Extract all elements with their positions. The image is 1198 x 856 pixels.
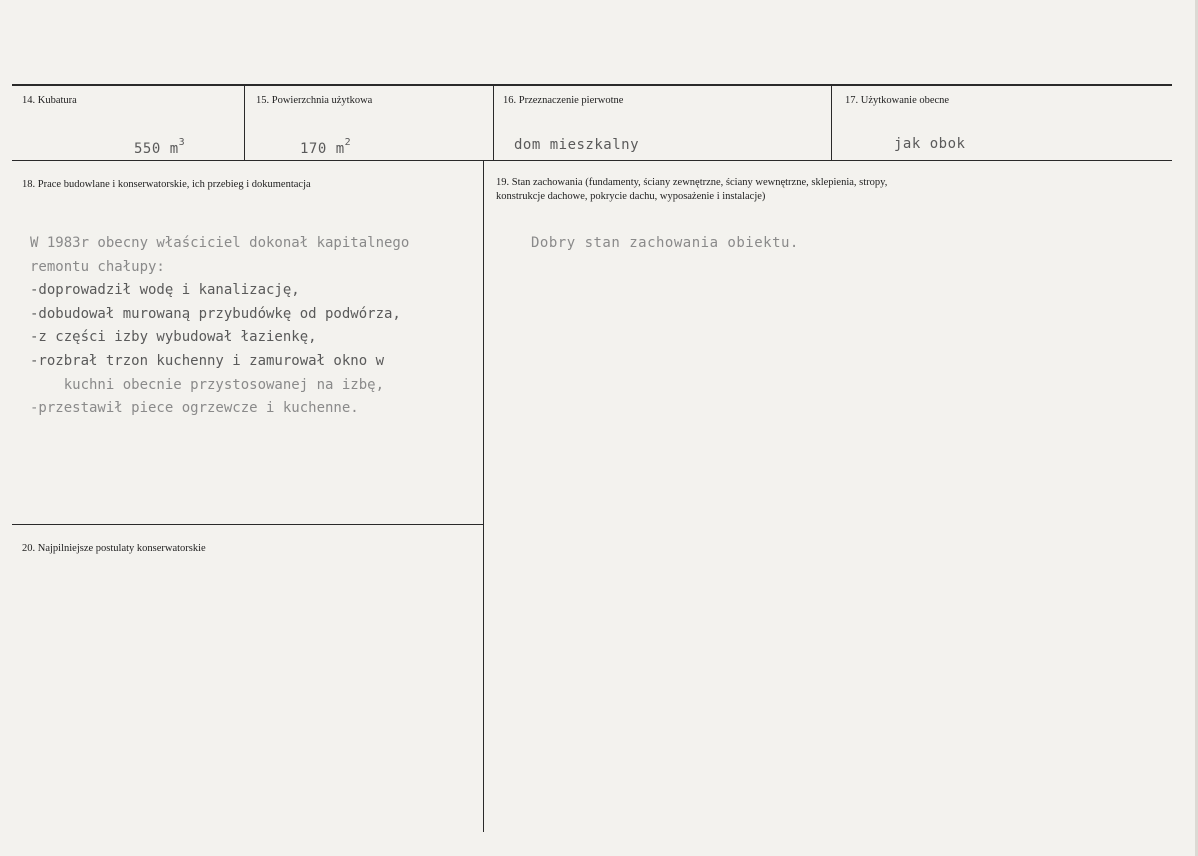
field-14-number: 550 m [134,141,179,157]
field-15-number: 170 m [300,141,345,157]
field-18-label: 18. Prace budowlane i konserwatorskie, ich przebieg i dokumentacja [22,179,311,190]
field-17-value: jak obok [894,136,966,152]
field-19-label-line1: 19. Stan zachowania (fundamenty, ściany zewnętrzne, ściany wewnętrzne, sklepienia, stropy, [496,177,888,188]
field-18-line: -rozbrał trzon kuchenny i zamurował okno w [30,352,385,369]
top-rule [12,84,1172,86]
field-15-unit-exponent: 2 [344,137,352,148]
divider-18-20 [12,524,483,525]
field-18-line: remontu chałupy: [30,258,165,275]
field-18-line: kuchni obecnie przystosowanej na izbę, [30,376,385,393]
divider-15-16 [493,85,494,160]
field-19-value: Dobry stan zachowania obiektu. [531,235,799,251]
field-15-value [300,137,351,157]
field-16-label: 16. Przeznaczenie pierwotne [503,95,624,106]
field-18-line: -dobudował murowaną przybudówkę od podwórza, [30,305,401,322]
field-18-line: -z części izby wybudował łazienkę, [30,329,317,346]
field-17-label: 17. Użytkowanie obecne [845,95,950,106]
field-20-label: 20. Najpilniejsze postulaty konserwatorskie [22,543,206,554]
field-15-label: 15. Powierzchnia użytkowa [256,95,373,106]
field-18-line: -przestawił piece ogrzewcze i kuchenne. [30,400,359,417]
field-16-value: dom mieszkalny [514,137,640,153]
field-18-line: W 1983r obecny właściciel dokonał kapitalnego [30,235,410,251]
field-18-notes [30,232,485,421]
field-14-unit-exponent: 3 [178,137,186,148]
divider-14-15 [244,85,245,160]
row1-bottom-rule [12,160,1172,161]
field-14-value [134,137,185,157]
field-14-label: 14. Kubatura [22,95,77,106]
field-18-line: -doprowadził wodę i kanalizację, [30,282,300,299]
field-19-label-line2: konstrukcje dachowe, pokrycie dachu, wyposażenie i instalacje) [496,191,766,202]
divider-16-17 [831,85,832,160]
